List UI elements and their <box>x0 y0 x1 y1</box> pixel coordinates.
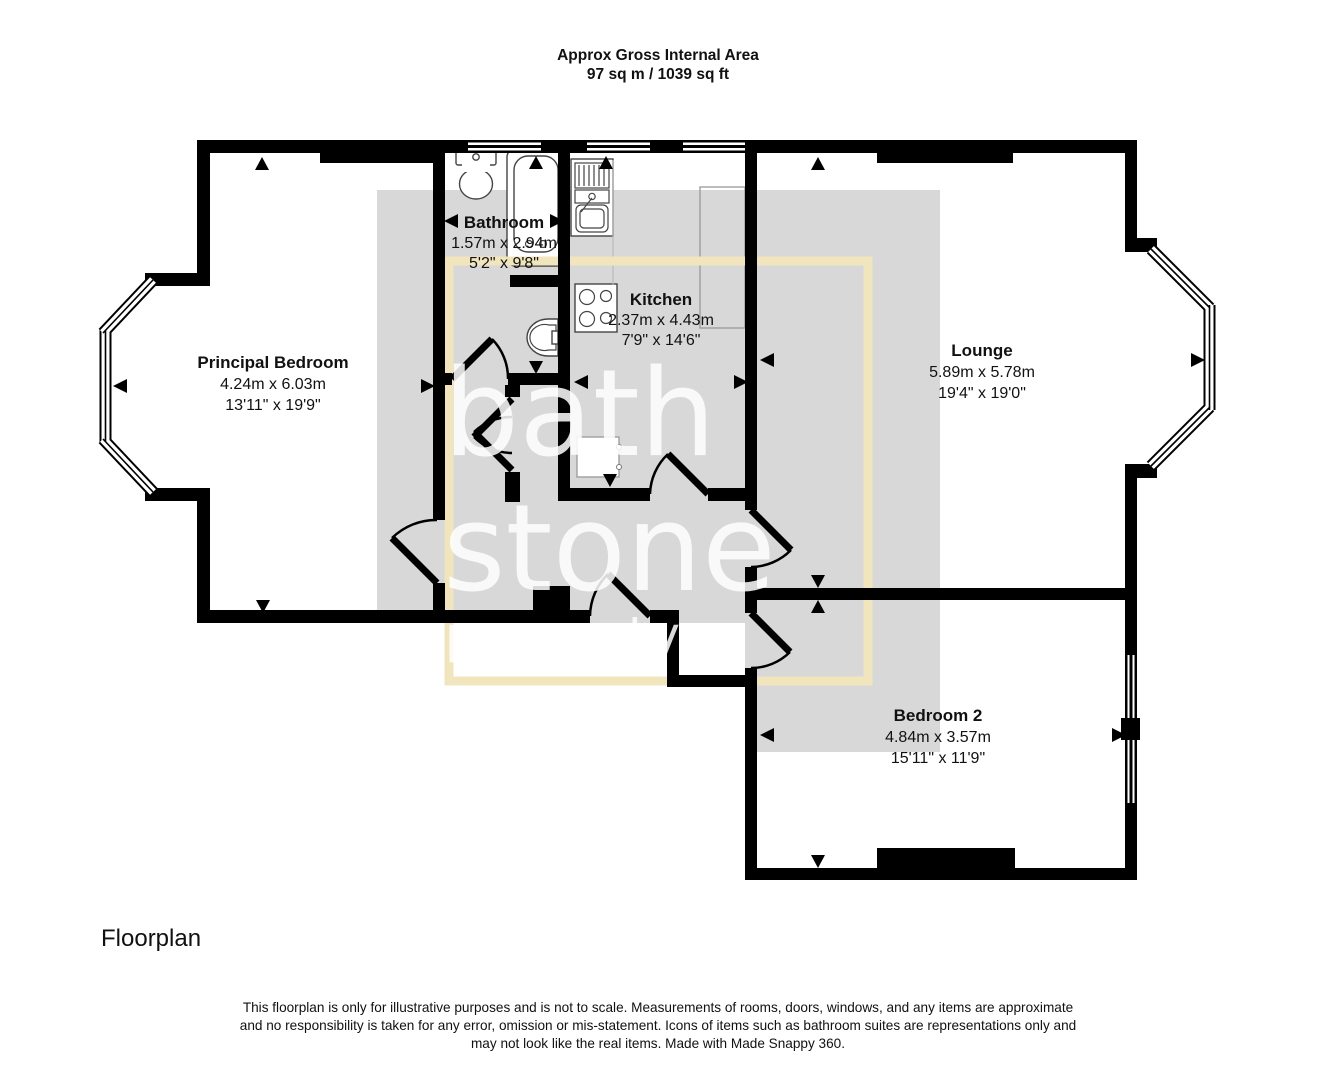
watermark-line1: bath <box>443 345 716 484</box>
room-dim-metric: 1.57m x 2.94m <box>451 235 557 252</box>
watermark-line3: property <box>445 606 684 664</box>
room-name: Lounge <box>951 341 1013 360</box>
room-dim-metric: 2.37m x 4.43m <box>608 312 714 329</box>
room-label-lounge <box>929 341 1035 402</box>
room-dim-imperial: 19'4" x 19'0" <box>938 385 1026 402</box>
room-dim-metric: 5.89m x 5.78m <box>929 364 1035 381</box>
arrow-left-principal-bedroom-icon <box>113 379 127 393</box>
arrow-down-bedroom2-icon <box>811 855 825 868</box>
room-name: Kitchen <box>629 290 693 309</box>
arrow-right-lounge-icon <box>1191 353 1205 367</box>
room-label-bedroom2 <box>885 706 991 767</box>
window-bedroom2-right-1 <box>1125 655 1137 718</box>
room-dim-imperial: 5'2" x 9'8" <box>469 255 539 272</box>
disclaimer-line3: may not look like the real items. Made with Made Snappy 360. <box>470 1036 846 1051</box>
window-bathroom-top <box>468 140 541 153</box>
bay-window-left <box>103 280 153 492</box>
bay-window-right <box>1151 249 1210 466</box>
watermark-line2: stone <box>443 480 776 619</box>
room-name: Bathroom <box>463 213 545 232</box>
toilet-icon <box>456 149 496 199</box>
room-name: Principal Bedroom <box>197 353 349 372</box>
arrow-up-principal-bedroom-icon <box>255 157 269 170</box>
arrow-up-lounge-icon <box>811 157 825 170</box>
window-bedroom2-right-2 <box>1125 740 1137 803</box>
room-dim-imperial: 7'9" x 14'6" <box>621 332 701 349</box>
window-kitchen-top-2 <box>683 140 745 153</box>
kitchen-sink-icon <box>571 159 613 236</box>
room-dim-metric: 4.84m x 3.57m <box>885 729 991 746</box>
room-dim-metric: 4.24m x 6.03m <box>220 376 326 393</box>
room-name: Bedroom 2 <box>893 706 983 725</box>
room-dim-imperial: 13'11" x 19'9" <box>225 397 321 414</box>
gross-internal-area: 97 sq m / 1039 sq ft <box>586 66 730 83</box>
room-label-principal-bedroom <box>197 353 348 414</box>
window-kitchen-top-1 <box>587 140 650 153</box>
disclaimer-line1: This floorplan is only for illustrative purposes and is not to scale. Measurements of rooms, doors, windows, and any items are approximate <box>242 1000 1074 1015</box>
page-title: Approx Gross Internal Area <box>557 47 759 64</box>
room-dim-imperial: 15'11" x 11'9" <box>890 750 986 767</box>
disclaimer-line2: and no responsibility is taken for any error, omission or mis-statement. Icons of items such as bathroom suites are representations only and <box>239 1018 1077 1033</box>
floorplan-caption: Floorplan <box>101 925 202 952</box>
